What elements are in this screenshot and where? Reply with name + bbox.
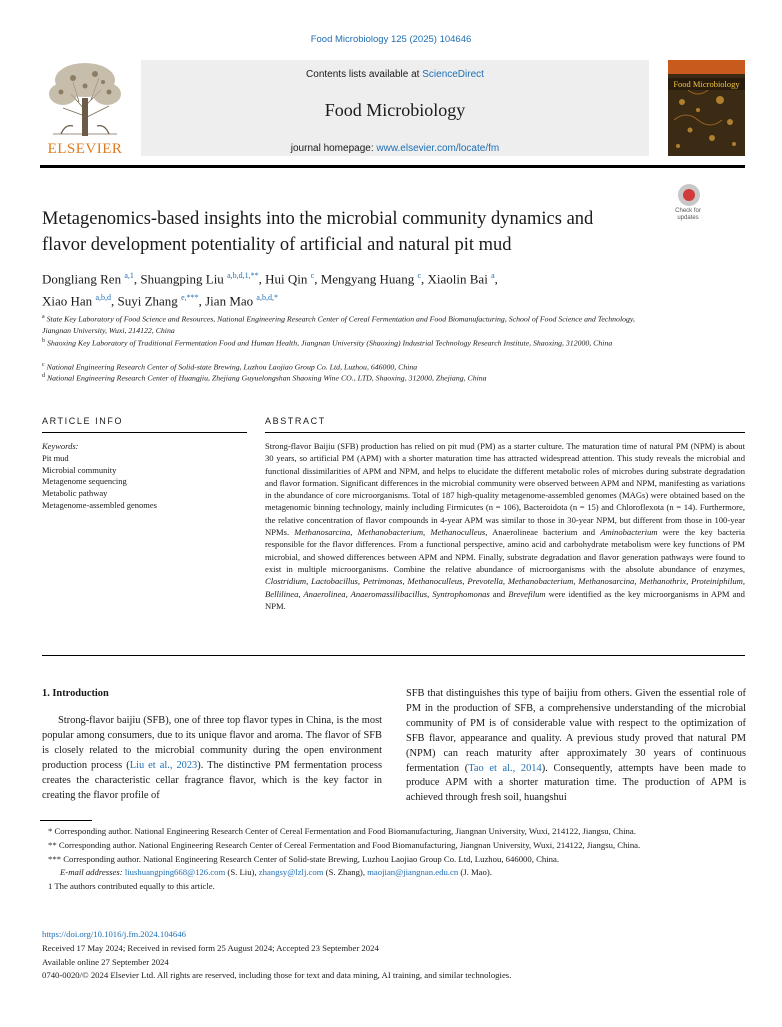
email-link[interactable]: liushuangping668@126.com <box>124 867 226 878</box>
journal-title: Food Microbiology <box>324 100 466 120</box>
doi-link[interactable]: https://doi.org/10.1016/j.fm.2024.104646 <box>42 929 186 939</box>
author-line-1: Dongliang Ren $^{a,1}$, Shuangping Liu $^{a,b,d,1,**}$, Hui Qin $^c$, Mengyang Huang $^c$, Xiaolin Bai $^a$, <box>42 271 498 287</box>
author-affil-marker[interactable]: c <box>310 271 315 280</box>
article-info-heading: ARTICLE INFO <box>42 416 124 426</box>
citation-link[interactable]: Liu et al., 2023 <box>129 759 198 771</box>
title-line-2: flavor development potentiality of artificial and natural pit mud <box>42 235 512 255</box>
abstract-rule <box>265 432 745 433</box>
affiliation-d: $^d$ National Engineering Research Center of Huangjiu, Zhejiang Guyuelongshan Shaoxing Wine CO., LTD, Shaoxing, 312000, Zhejiang, China <box>42 373 487 383</box>
journal-reference[interactable]: Food Microbiology 125 (2025) 104646 <box>310 34 472 45</box>
author-affil-marker[interactable]: e,*** <box>181 293 199 303</box>
affiliation-a: $^a$ State Key Laboratory of Food Science and Resources, National Engineering Research Center of Cereal Fermentation and Food Biomanufacturing, School of Food Science and Technology, Jiangnan University, Wuxi, 214122, China <box>42 314 635 336</box>
author-affil-marker[interactable]: a,b,d,1,** <box>227 271 259 280</box>
online-date: Available online 27 September 2024 <box>42 956 169 967</box>
article-title <box>42 206 662 258</box>
author-name[interactable]: Xiao Han <box>42 293 93 309</box>
affiliation-b: $^b$ Shaoxing Key Laboratory of Traditional Fermentation Food and Human Health, Jiangnan University (Shaoxing) Industrial Technology Research Institute, Shaoxing, 312000, China <box>42 338 613 348</box>
footnote-corresponding-1: * Corresponding author. National Engineering Research Center of Cereal Fermentation and Food Biomanufacturing, Jiangnan University, Wuxi, 214122, Jiangsu, China. <box>48 826 636 836</box>
journal-cover-thumbnail[interactable] <box>668 60 745 156</box>
footnote-rule <box>40 820 92 821</box>
journal-masthead <box>141 60 649 156</box>
homepage-line <box>141 143 649 154</box>
author-name[interactable]: Xiaolin Bai <box>427 271 488 287</box>
author-name[interactable]: Shuangping Liu <box>140 271 224 287</box>
keyword-item: Metagenome-assembled genomes <box>42 499 157 510</box>
keyword-item: Pit mud <box>42 453 69 463</box>
footnote-emails: E-mail addresses: liushuangping668@126.com (S. Liu), zhangsy@lzlj.com (S. Zhang), maojian@jiangnan.edu.cn (J. Mao). <box>60 867 492 878</box>
elsevier-tree-icon <box>43 60 127 138</box>
intro-left-column: Strong-flavor baijiu (SFB), one of three top flavor types in China, is the most popular among consumers, due to its unique flavor and aroma. The flavor of SFB is closely related to the microbial community during the open environment production process (Liu et al., 2023). The distinctive PM fermentation process creates the characteristic cellar fragrance flavor, which is the key factor in creating the flavor profile of <box>42 715 382 801</box>
homepage-prefix: journal homepage: <box>290 143 374 154</box>
crossmark-label: Check for updates <box>675 208 701 221</box>
abstract-text: Strong-flavor Baijiu (SFB) production has relied on pit mud (PM) as a starter culture. The maturation time of natural PM (NPM) is about 30 years, so artificial PM (APM) with a shorter maturation time has attracted widespread attention. This study reveals the microbial and functional dissimilarities of APM and NPM, and helps to elucidate the different metabolic roles of microbes during substrate degradation and flavor formation. Significant differences in the microbial community were observed between APM and NPM, manifesting as variations in the abundance of core microorganisms. Total of 187 high-quality metagenome-assembled genomes (MAGs) were obtained based on the metagenomic binning technology, mainly including Firmicutes (n = 106), Bacteroidota (n = 15) and Chloroflexota (n = 14). Furthermore, the relative concentration of flavor compounds in 4-year APM was similar to those in 30-year NPM, but different from those in 100-year NPMs. Methanosarcina, Methanobacterium, Methanoculleus, Anaerolineae bacterium and Aminobacterium were the key bacteria responsible for the flavor differences. From a functional perspective, amino acid and carbohydrate metabolism were key functions of PM microbial, and showed differences between APM and NPM. Finally, substrate degradation and flavor generation pathways were found to exist in multiple microorganisms. Combine the relative abundance of microorganisms with the absolute abundance of enzymes, Clostridium, Lactobacillus, Petrimonas, Methanoculleus, Prevotella, Methanobacterium, Methanosarcina, Methanothrix, Proteiniphilum, Bellilinea, Anaerolinea, Anaeromassilibacillus, Syntrophomonas and Brevefilum were identified as the key microorganisms in APM and NPM. <box>265 441 745 611</box>
contents-prefix: Contents lists available at <box>306 69 420 80</box>
author-list <box>42 266 702 311</box>
cover-title: Food Microbiology <box>668 78 745 90</box>
check-for-updates-badge[interactable] <box>670 184 706 224</box>
author-name[interactable]: Hui Qin <box>265 271 308 287</box>
footnote-corresponding-3: *** Corresponding author. National Engineering Research Center of Solid-state Brewing, Luzhou Laojiao Group Co. Ltd, Luzhou, 646000, China. <box>48 853 560 864</box>
keyword-item: Microbial community <box>42 464 117 475</box>
received-dates: Received 17 May 2024; Received in revised form 25 August 2024; Accepted 23 September 2024 <box>42 942 379 953</box>
author-name[interactable]: Jian Mao <box>205 293 254 309</box>
footnotes <box>42 825 747 894</box>
footnote-equal-contribution: 1 The authors contributed equally to this article. <box>48 881 215 892</box>
email-link[interactable]: zhangsy@lzlj.com <box>258 867 324 878</box>
publisher-wordmark: ELSEVIER <box>47 141 123 157</box>
copyright-line: 0740-0020/© 2024 Elsevier Ltd. All rights are reserved, including those for text and data mining, AI training, and similar technologies. <box>42 970 512 981</box>
author-name[interactable]: Dongliang Ren <box>42 271 122 287</box>
cover-art-image <box>668 60 745 156</box>
affiliation-c: $^c$ National Engineering Research Center of Solid-state Brewing, Luzhou Laojiao Group Co. Ltd, Luzhou, 646000, China <box>42 362 418 372</box>
author-affil-marker[interactable]: a,b,d,* <box>256 293 278 303</box>
introduction-heading: 1. Introduction <box>42 688 109 699</box>
author-affil-marker[interactable]: a <box>491 271 495 280</box>
keyword-item: Metagenome sequencing <box>42 476 127 487</box>
abstract-bottom-rule <box>42 655 745 656</box>
citation-link[interactable]: Tao et al., 2014 <box>468 762 542 774</box>
keywords-label: Keywords: <box>42 441 79 451</box>
article-info-rule <box>42 432 247 433</box>
keywords-list <box>42 453 157 512</box>
elsevier-logo <box>40 60 130 160</box>
title-line-1: Metagenomics-based insights into the microbial community dynamics and <box>42 209 594 229</box>
header-rule <box>40 165 745 168</box>
footnote-corresponding-2: ** Corresponding author. National Engineering Research Center of Cereal Fermentation and Food Biomanufacturing, Jiangnan University, Wuxi, 214122, Jiangsu, China. <box>48 839 641 850</box>
homepage-link[interactable]: www.elsevier.com/locate/fm <box>376 143 500 154</box>
email-link[interactable]: maojian@jiangnan.edu.cn <box>367 867 459 878</box>
author-affil-marker[interactable]: c <box>417 271 422 280</box>
author-name[interactable]: Suyi Zhang <box>117 293 178 309</box>
author-line-2: Xiao Han $^{a,b,d}$, Suyi Zhang $^{e,***}$, Jian Mao $^{a,b,d,*}$ <box>42 293 278 309</box>
abstract-heading: ABSTRACT <box>265 416 326 426</box>
publication-info <box>42 928 747 983</box>
intro-right-column: SFB that distinguishes this type of baijiu from others. Given the essential role of PM in the production of SFB, a comprehensive understanding of the microbial community of PM is of considerable value with respect to the optimization of SFB flavor, appearance and quality. A previous study proved that natural PM (NPM) can reach maturity after approximately 30 years of continuous fermentation (Tao et al., 2014). Consequently, attempts have been made to produce APM with a shorter maturation time. The production of APM is achieved through fresh soil, huangshui <box>406 688 746 804</box>
author-name[interactable]: Mengyang Huang <box>320 271 415 287</box>
keyword-item: Metabolic pathway <box>42 488 108 499</box>
sciencedirect-link[interactable]: ScienceDirect <box>422 69 484 80</box>
crossmark-icon <box>678 184 700 206</box>
author-affil-marker[interactable]: a,b,d <box>95 293 111 303</box>
contents-line <box>141 69 649 80</box>
author-affil-marker[interactable]: a,1 <box>124 271 134 280</box>
